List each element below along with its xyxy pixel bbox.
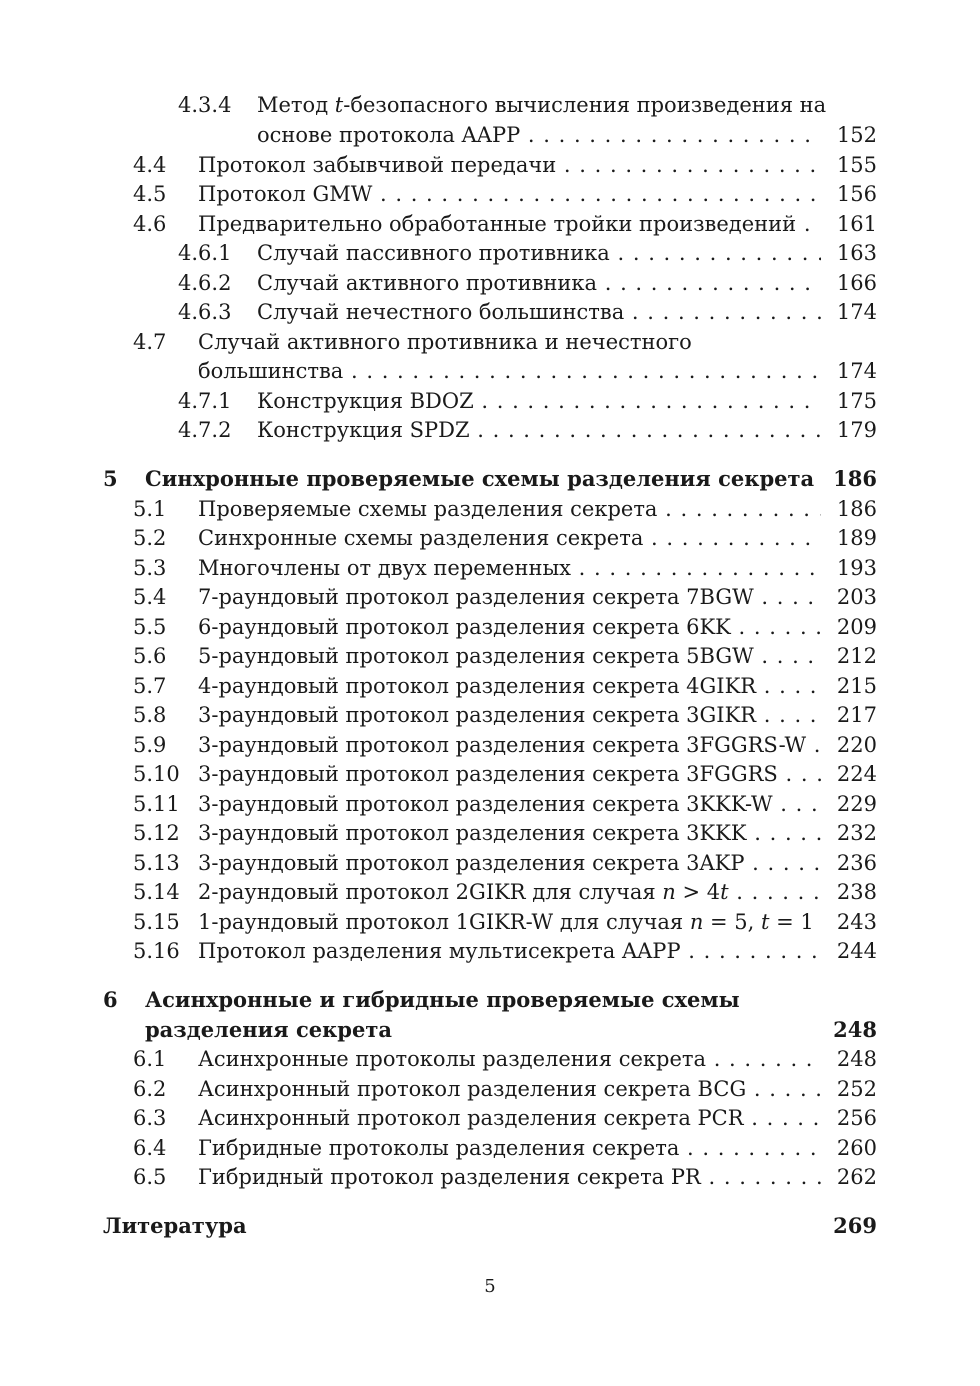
entry-number: 6.5 xyxy=(133,1165,167,1189)
entry-title: Асинхронный протокол разделения секрета BCG . . . xyxy=(198,1074,821,1104)
toc-entry-4-7-1[interactable] xyxy=(0,386,980,416)
entry-number: 4.6.3 xyxy=(178,300,232,324)
page-number: 248 xyxy=(833,1017,877,1042)
page-number: 238 xyxy=(836,880,877,904)
toc-entry-4-7-cont[interactable] xyxy=(0,356,980,386)
page-number: 186 xyxy=(833,466,877,491)
entry-number: 5.4 xyxy=(133,585,167,609)
page-number: 179 xyxy=(836,418,877,442)
page-number: 215 xyxy=(836,674,877,698)
entry-number: 4.6.1 xyxy=(178,241,232,265)
entry-number: 5.1 xyxy=(133,497,167,521)
chapter-number: 5 xyxy=(103,466,118,491)
toc-entry-5-16[interactable] xyxy=(0,936,980,966)
toc-entry-5-1[interactable] xyxy=(0,494,980,524)
entry-title: Конструкция SPDZ . . . xyxy=(257,415,821,445)
entry-title-line2: основе протокола AAPP . . . xyxy=(257,120,821,150)
toc-entry-4-3-4-cont[interactable] xyxy=(0,120,980,150)
entry-title: Случай пассивного противника . . . xyxy=(257,238,821,268)
entry-number: 4.7.1 xyxy=(178,389,232,413)
page-number: 236 xyxy=(836,851,877,875)
page-number: 217 xyxy=(836,703,877,727)
entry-number: 4.3.4 xyxy=(178,93,232,117)
page-number: 163 xyxy=(836,241,877,265)
toc-entry-5-2[interactable] xyxy=(0,523,980,553)
entry-title: 3-раундовый протокол разделения секрета 3AKP . . . xyxy=(198,848,821,878)
page-number: 256 xyxy=(836,1106,877,1130)
page-number: 156 xyxy=(836,182,877,206)
page-number: 175 xyxy=(836,389,877,413)
entry-title: Конструкция BDOZ . . . xyxy=(257,386,821,416)
toc-entry-4-6-1[interactable] xyxy=(0,238,980,268)
entry-number: 4.7.2 xyxy=(178,418,232,442)
toc-entry-5-10[interactable] xyxy=(0,759,980,789)
entry-title: Гибридный протокол разделения секрета PR . . . xyxy=(198,1162,821,1192)
entry-title: 1-раундовый протокол 1GIKR-W для случая n = 5, t = 1 xyxy=(198,910,814,934)
entry-title: Предварительно обработанные тройки произведений . . . xyxy=(198,209,821,239)
toc-entry-4-6-3[interactable] xyxy=(0,297,980,327)
entry-number: 5.12 xyxy=(133,821,180,845)
page-number: 203 xyxy=(836,585,877,609)
toc-entry-5-4[interactable] xyxy=(0,582,980,612)
toc-entry-5-12[interactable] xyxy=(0,818,980,848)
toc-entry-4-7-2[interactable] xyxy=(0,415,980,445)
toc-entry-5-14[interactable] xyxy=(0,877,980,907)
entry-title-line1: Случай активного противника и нечестного xyxy=(198,330,692,354)
entry-number: 4.4 xyxy=(133,153,167,177)
entry-title: 5-раундовый протокол разделения секрета 5BGW . . . xyxy=(198,641,821,671)
toc-entry-6-4[interactable] xyxy=(0,1133,980,1163)
page-number: 174 xyxy=(836,359,877,383)
entry-title: Случай активного противника . . . xyxy=(257,268,821,298)
entry-title: Синхронные схемы разделения секрета . . . xyxy=(198,523,821,553)
entry-number: 4.6 xyxy=(133,212,167,236)
entry-title: Гибридные протоколы разделения секрета . . . xyxy=(198,1133,821,1163)
page-number: 252 xyxy=(836,1077,877,1101)
literature-title: Литература xyxy=(103,1213,247,1238)
entry-title: Протокол GMW . . . xyxy=(198,179,821,209)
page-number: 212 xyxy=(836,644,877,668)
page-number: 193 xyxy=(836,556,877,580)
page-number: 152 xyxy=(836,123,877,147)
entry-number: 4.7 xyxy=(133,330,167,354)
chapter-number: 6 xyxy=(103,987,118,1012)
chapter-title: Синхронные проверяемые схемы разделения секрета xyxy=(145,466,815,491)
page-number: 224 xyxy=(836,762,877,786)
entry-title: 4-раундовый протокол разделения секрета 4GIKR . . . xyxy=(198,671,821,701)
toc-entry-5-5[interactable] xyxy=(0,612,980,642)
page-number: 243 xyxy=(836,910,877,934)
entry-number: 6.3 xyxy=(133,1106,167,1130)
page-number: 161 xyxy=(836,212,877,236)
toc-entry-5-9[interactable] xyxy=(0,730,980,760)
entry-number: 5.7 xyxy=(133,674,167,698)
entry-number: 5.8 xyxy=(133,703,167,727)
toc-chapter-6-cont[interactable] xyxy=(0,1015,980,1045)
entry-number: 5.14 xyxy=(133,880,180,904)
toc-entry-6-1[interactable] xyxy=(0,1044,980,1074)
toc-entry-6-5[interactable] xyxy=(0,1162,980,1192)
page-number: 229 xyxy=(836,792,877,816)
page-number: 209 xyxy=(836,615,877,639)
entry-number: 5.2 xyxy=(133,526,167,550)
entry-title-line1: Метод t-безопасного вычисления произведения на xyxy=(257,93,827,117)
toc-entry-5-3[interactable] xyxy=(0,553,980,583)
page-number: 232 xyxy=(836,821,877,845)
page-number: 248 xyxy=(836,1047,877,1071)
entry-title: Случай нечестного большинства . . . xyxy=(257,297,821,327)
toc-literature[interactable] xyxy=(0,1211,980,1241)
entry-title: Протокол разделения мультисекрета AAPP . . . xyxy=(198,936,821,966)
entry-title: 3-раундовый протокол разделения секрета 3KKK . . . xyxy=(198,818,821,848)
toc-entry-4-4[interactable] xyxy=(0,150,980,180)
entry-title: Асинхронные протоколы разделения секрета . . . xyxy=(198,1044,821,1074)
page-number: 186 xyxy=(836,497,877,521)
page-number: 220 xyxy=(836,733,877,757)
entry-title: Проверяемые схемы разделения секрета . . . xyxy=(198,494,821,524)
chapter-title-line2: разделения секрета xyxy=(145,1017,392,1042)
entry-title: 3-раундовый протокол разделения секрета 3GIKR . . . xyxy=(198,700,821,730)
toc-entry-5-7[interactable] xyxy=(0,671,980,701)
entry-title: 3-раундовый протокол разделения секрета 3FGGRS-W . . . xyxy=(198,730,821,760)
page-number: 260 xyxy=(836,1136,877,1160)
page-number: 155 xyxy=(836,153,877,177)
entry-title: Асинхронный протокол разделения секрета PCR . . . xyxy=(198,1103,821,1133)
toc-entry-5-6[interactable] xyxy=(0,641,980,671)
toc-chapter-6[interactable] xyxy=(0,985,980,1015)
entry-title: 2-раундовый протокол 2GIKR для случая n > 4t . . . xyxy=(198,877,821,907)
toc-entry-4-6[interactable] xyxy=(0,209,980,239)
entry-number: 5.5 xyxy=(133,615,167,639)
toc-entry-4-6-2[interactable] xyxy=(0,268,980,298)
entry-title: Протокол забывчивой передачи . . . xyxy=(198,150,821,180)
entry-number: 5.16 xyxy=(133,939,180,963)
page-number: 262 xyxy=(836,1165,877,1189)
entry-title: 7-раундовый протокол разделения секрета 7BGW . . . xyxy=(198,582,821,612)
toc-entry-4-7[interactable] xyxy=(0,327,980,357)
entry-number: 5.6 xyxy=(133,644,167,668)
entry-title: 6-раундовый протокол разделения секрета 6KK . . . xyxy=(198,612,821,642)
toc-entry-5-15[interactable] xyxy=(0,907,980,937)
folio-page-number: 5 xyxy=(484,1276,496,1297)
entry-number: 5.11 xyxy=(133,792,180,816)
page-number: 269 xyxy=(833,1213,877,1238)
page-number: 166 xyxy=(836,271,877,295)
entry-number: 5.10 xyxy=(133,762,180,786)
toc-entry-5-11[interactable] xyxy=(0,789,980,819)
page-number: 189 xyxy=(836,526,877,550)
toc-entry-6-3[interactable] xyxy=(0,1103,980,1133)
entry-number: 6.4 xyxy=(133,1136,167,1160)
entry-number: 4.5 xyxy=(133,182,167,206)
entry-number: 4.6.2 xyxy=(178,271,232,295)
toc-entry-4-3-4[interactable] xyxy=(0,90,980,120)
entry-number: 5.9 xyxy=(133,733,167,757)
entry-title: 3-раундовый протокол разделения секрета 3FGGRS . . . xyxy=(198,759,821,789)
entry-number: 5.15 xyxy=(133,910,180,934)
toc-entry-5-13[interactable] xyxy=(0,848,980,878)
chapter-title-line1: Асинхронные и гибридные проверяемые схемы xyxy=(145,987,740,1012)
toc-entry-4-5[interactable] xyxy=(0,179,980,209)
entry-title: Многочлены от двух переменных . . . xyxy=(198,553,821,583)
entry-number: 6.2 xyxy=(133,1077,167,1101)
entry-title: 3-раундовый протокол разделения секрета 3KKK-W . . . xyxy=(198,789,821,819)
toc-entry-6-2[interactable] xyxy=(0,1074,980,1104)
entry-title-line2: большинства . . . xyxy=(198,356,821,386)
entry-number: 6.1 xyxy=(133,1047,167,1071)
page-number: 244 xyxy=(836,939,877,963)
toc-chapter-5[interactable] xyxy=(0,464,980,494)
entry-number: 5.3 xyxy=(133,556,167,580)
page-number: 174 xyxy=(836,300,877,324)
entry-number: 5.13 xyxy=(133,851,180,875)
toc-entry-5-8[interactable] xyxy=(0,700,980,730)
